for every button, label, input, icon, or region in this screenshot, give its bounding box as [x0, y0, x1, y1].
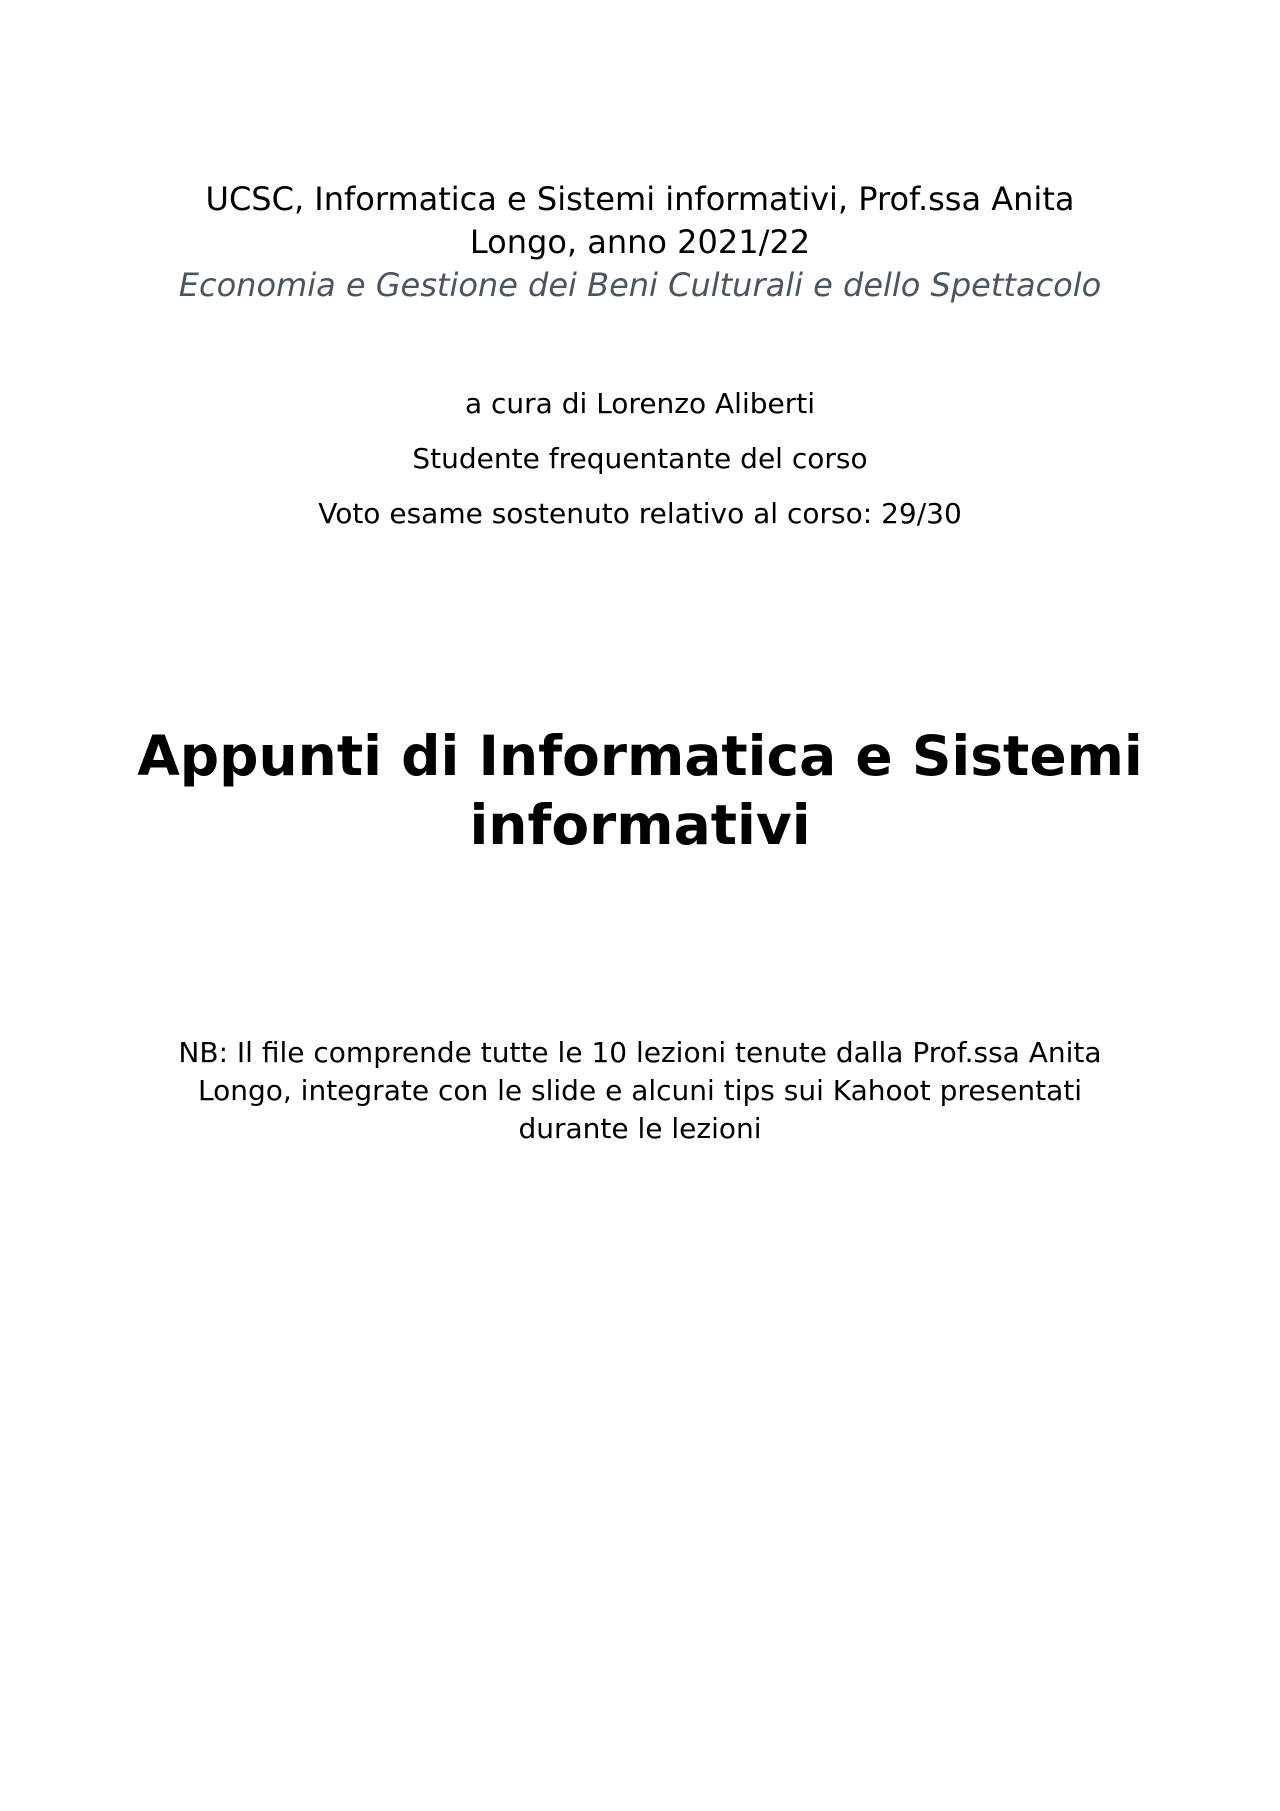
document-title-line-2: informativi — [469, 793, 811, 857]
document-title — [100, 722, 1180, 860]
author-status: Studente frequentante del corso — [412, 442, 868, 475]
course-header-line-2: Longo, anno 2021/22 — [469, 223, 811, 261]
course-header — [100, 178, 1180, 307]
note-line-1: NB: Il file comprende tutte le 10 lezioni tenute dalla Prof.ssa Anita — [178, 1036, 1102, 1069]
note-block — [100, 1034, 1180, 1148]
document-title-line-1: Appunti di Informatica e Sistemi — [137, 724, 1143, 788]
note-line-2: Longo, integrate con le slide e alcuni tips sui Kahoot presentati — [197, 1074, 1083, 1107]
author-name: a cura di Lorenzo Aliberti — [464, 387, 816, 420]
author-block — [100, 386, 1180, 532]
note-line-3: durante le lezioni — [518, 1112, 762, 1145]
course-subtitle: Economia e Gestione dei Beni Culturali e dello Spettacolo — [178, 266, 1102, 304]
course-header-line-1: UCSC, Informatica e Sistemi informativi, Prof.ssa Anita — [205, 180, 1075, 218]
exam-grade: Voto esame sostenuto relativo al corso: 29/30 — [318, 497, 962, 530]
